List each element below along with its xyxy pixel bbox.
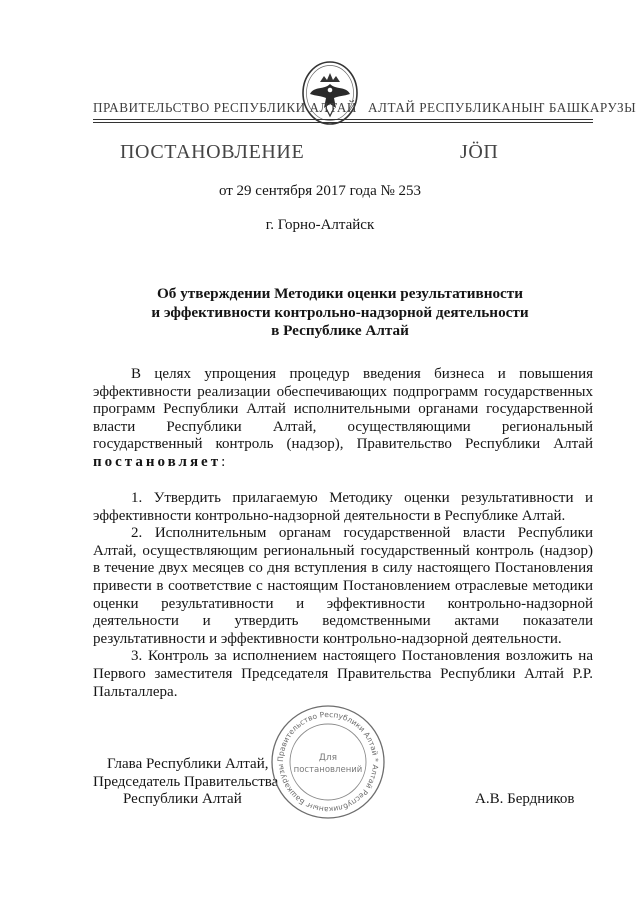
- document-date-number: от 29 сентября 2017 года № 253: [218, 183, 422, 199]
- signatory-title-line-3: Республики Алтай: [123, 791, 242, 808]
- stamp-center-line-2: постановлений: [293, 765, 363, 775]
- signatory-title-line-1: Глава Республики Алтай,: [107, 756, 269, 772]
- header-divider: [93, 119, 593, 123]
- official-seal-stamp: [268, 702, 388, 822]
- signatory-name: А.В. Бердников: [475, 791, 575, 807]
- preamble-paragraph: [93, 366, 593, 472]
- government-name-altai: АЛТАЙ РЕСПУБЛИКАНЫҤ БАШКАРУЗЫ: [368, 100, 637, 115]
- resolution-item: 3. Контроль за исполнением настоящего Постановления возложить на Первого заместителя Председателя Правительства Республики Алтай Р.Р. Пальталлера.: [93, 648, 593, 700]
- stamp-center-line-1: Для: [318, 753, 338, 763]
- government-name-russian: ПРАВИТЕЛЬСТВО РЕСПУБЛИКИ АЛТАЙ: [93, 100, 357, 115]
- document-type-altai: JӦП: [460, 141, 499, 163]
- title-line-2: и эффективности контрольно-надзорной деятельности: [151, 303, 529, 321]
- title-line-1: Об утверждении Методики оценки результативности: [156, 285, 523, 302]
- title-line-3: в Республике Алтай: [271, 322, 409, 339]
- document-type-russian: ПОСТАНОВЛЕНИЕ: [120, 141, 305, 163]
- stamp-ring-text: Правительство Республики Алтай * Алтай Республиканыҥ Башкарузы: [275, 709, 381, 815]
- resolution-items: [93, 490, 593, 701]
- signatory-title: [93, 756, 278, 809]
- decree-colon: :: [221, 453, 226, 470]
- document-title: [120, 285, 560, 341]
- resolution-item: 2. Исполнительным органам государственной власти Республики Алтай, осуществляющим региональный государственный контроль (надзор) в течение двух месяцев со дня вступления в силу настоящего Постановления привести в соответствие с настоящим Постановлением отраслевые методики оценки результативности и эффективности контрольно-надзорной деятельности и утвердить ведомственными актами показатели результативности и эффективности контрольно-надзорной деятельности.: [93, 525, 593, 647]
- signatory-title-line-2: Председатель Правительства: [93, 773, 279, 790]
- decree-word: постановляет: [93, 453, 222, 470]
- coat-of-arms-icon: [300, 60, 360, 126]
- resolution-item: 1. Утвердить прилагаемую Методику оценки результативности и эффективности контрольно-надзорной деятельности в Республике Алтай.: [93, 490, 593, 524]
- document-city: г. Горно-Алтайск: [265, 217, 375, 233]
- preamble-text: В целях упрощения процедур введения бизнеса и повышения эффективности реализации обеспечивающих подпрограмм государственных программ Республики Алтай исполнительными органами государственной власти Республики Алтай, осуществляющими региональный государственный контроль (надзор), Правительство Республики Алтай: [93, 366, 593, 453]
